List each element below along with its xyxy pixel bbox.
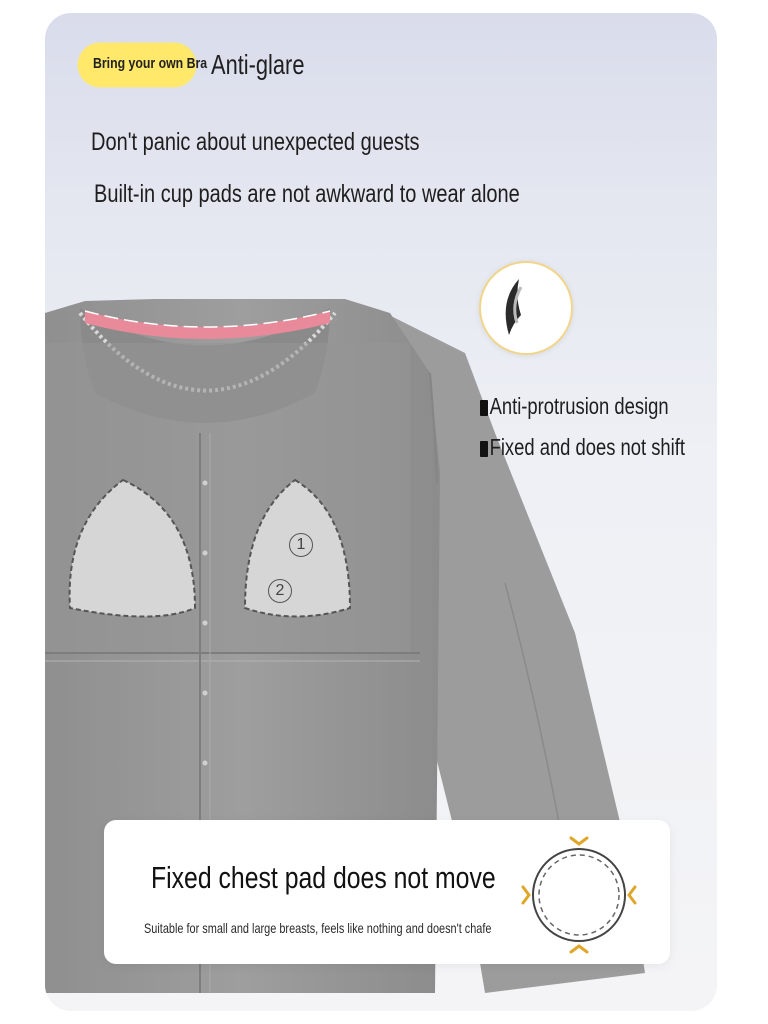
info-card bbox=[104, 820, 670, 964]
info-title: Fixed chest pad does not move bbox=[151, 860, 496, 895]
feature-2-label: Fixed and does not shift bbox=[489, 434, 685, 460]
pad-profile-badge bbox=[479, 261, 573, 355]
tag-pill-text: Bring your own Bra bbox=[93, 55, 208, 72]
product-card bbox=[45, 13, 717, 1011]
headline-line-1: Don't panic about unexpected guests bbox=[91, 128, 420, 156]
fixed-ring-icon bbox=[514, 832, 644, 957]
pad-marker-2-label: 2 bbox=[275, 582, 285, 599]
feature-bullet-icon bbox=[480, 441, 488, 457]
tag-title: Anti-glare bbox=[211, 49, 305, 80]
feature-fixed bbox=[480, 434, 685, 461]
feature-bullet-icon bbox=[480, 400, 488, 416]
pad-marker-1-label: 1 bbox=[296, 536, 306, 553]
feature-anti-protrusion bbox=[480, 393, 669, 420]
feature-1-label: Anti-protrusion design bbox=[489, 393, 669, 419]
pad-profile-icon bbox=[481, 263, 571, 353]
pad-marker-2 bbox=[268, 579, 292, 603]
headline-line-2: Built-in cup pads are not awkward to wear alone bbox=[94, 180, 520, 208]
info-subtitle: Suitable for small and large breasts, feels like nothing and doesn't chafe bbox=[144, 920, 492, 936]
tag-pill bbox=[78, 43, 208, 87]
pad-marker-1 bbox=[289, 533, 313, 557]
